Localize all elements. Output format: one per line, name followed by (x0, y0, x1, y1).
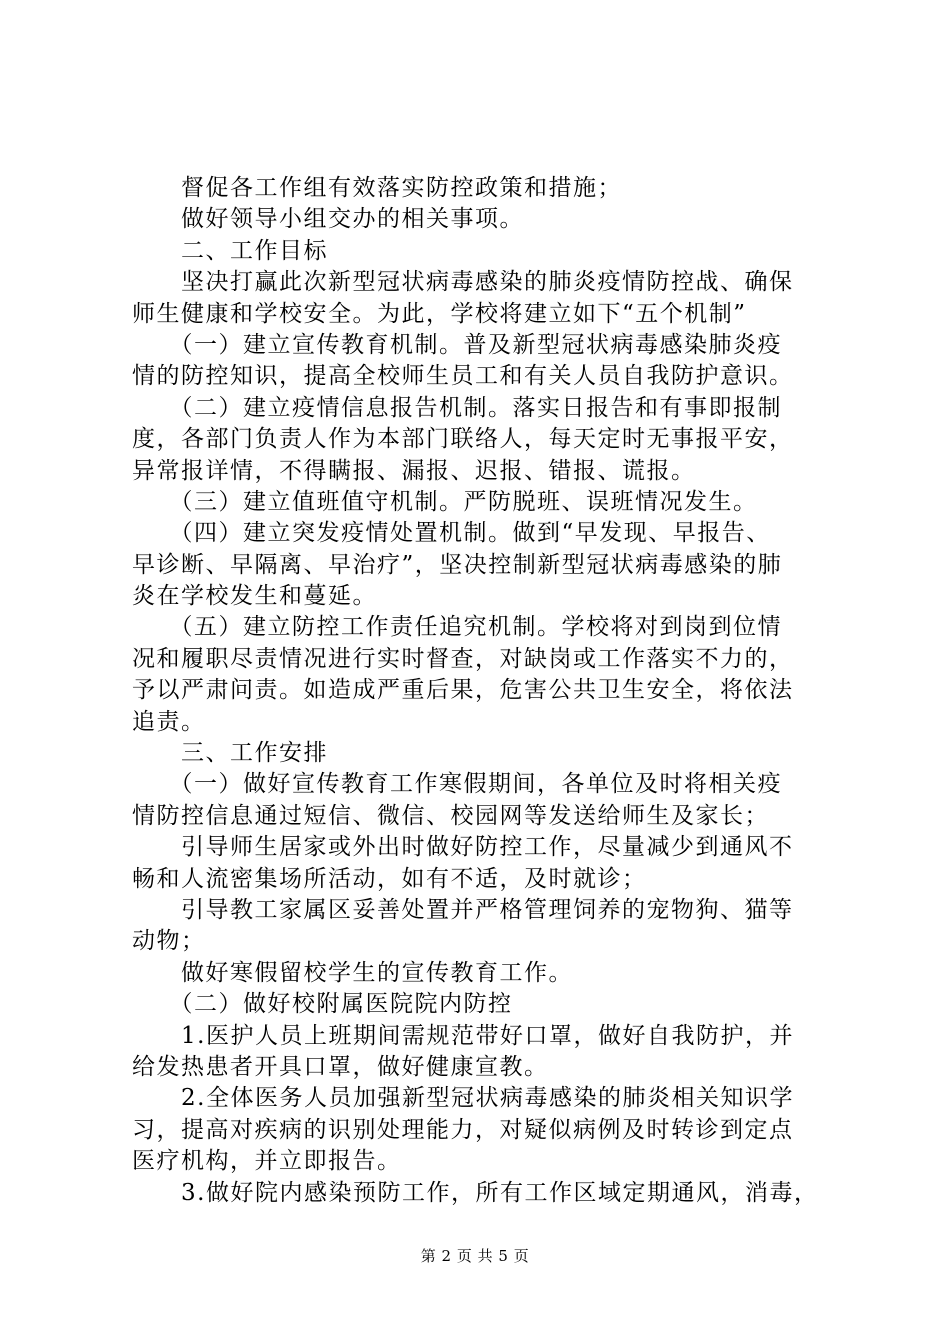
text-line: 情防控信息通过短信、微信、校园网等发送给师生及家长； (132, 802, 769, 829)
text-line: 督促各工作组有效落实防控政策和措施； (132, 175, 622, 201)
text-line: 炎在学校发生和蔓延。 (132, 583, 377, 610)
text-line: 异常报详情，不得瞒报、漏报、迟报、错报、谎报。 (132, 457, 696, 484)
text-line: 畅和人流密集场所活动，如有不适，及时就诊； (132, 865, 647, 892)
text-line: 师生健康和学校安全。为此，学校将建立如下“五个机制” (132, 300, 747, 327)
text-line: 引导教工家属区妥善处置并严格管理饲养的宠物狗、猫等 (132, 896, 794, 923)
text-line: 况和履职尽责情况进行实时督查，对缺岗或工作落实不力的， (132, 645, 794, 672)
text-line: （二）建立疫情信息报告机制。落实日报告和有事即报制 (132, 394, 782, 421)
text-line: 追责。 (132, 708, 206, 735)
text-line: 情的防控知识，提高全校师生员工和有关人员自我防护意识。 (132, 363, 794, 390)
text-line: 动物； (132, 928, 206, 955)
page-number-footer: 第 2 页 共 5 页 (420, 1247, 530, 1265)
text-line: 1.医护人员上班期间需规范带好口罩，做好自我防护，并 (132, 1022, 794, 1049)
text-line: 做好寒假留校学生的宣传教育工作。 (132, 959, 573, 986)
text-line: 早诊断、早隔离、早治疗”，坚决控制新型冠状病毒感染的肺 (132, 551, 783, 578)
text-line: （一）建立宣传教育机制。普及新型冠状病毒感染肺炎疫 (132, 331, 782, 358)
text-line: 坚决打赢此次新型冠状病毒感染的肺炎疫情防控战、确保 (132, 269, 794, 296)
text-line: （二）做好校附属医院院内防控 (132, 991, 513, 1018)
text-line: 引导师生居家或外出时做好防控工作，尽量减少到通风不 (132, 834, 794, 861)
text-line: （三）建立值班值守机制。严防脱班、误班情况发生。 (132, 488, 758, 515)
text-line: （四）建立突发疫情处置机制。做到“早发现、早报告、 (132, 520, 771, 547)
text-line: （五）建立防控工作责任追究机制。学校将对到岗到位情 (132, 614, 782, 641)
section-heading: 三、工作安排 (132, 740, 328, 767)
document-body (132, 173, 842, 1209)
text-line: 予以严肃问责。如造成严重后果，危害公共卫生安全，将依法 (132, 677, 794, 704)
text-line: 度，各部门负责人作为本部门联络人，每天定时无事报平安， (132, 426, 794, 453)
section-heading: 二、工作目标 (132, 237, 328, 264)
text-line: 医疗机构，并立即报告。 (132, 1148, 402, 1175)
text-line: 做好领导小组交办的相关事项。 (132, 206, 524, 233)
text-line: 3.做好院内感染预防工作，所有工作区域定期通风，消毒， (132, 1179, 819, 1206)
text-line: 2.全体医务人员加强新型冠状病毒感染的肺炎相关知识学 (132, 1085, 794, 1112)
text-line: （一）做好宣传教育工作寒假期间，各单位及时将相关疫 (132, 771, 782, 798)
text-line: 习，提高对疾病的识别处理能力，对疑似病例及时转诊到定点 (132, 1116, 794, 1143)
text-line: 给发热患者开具口罩，做好健康宣教。 (132, 1053, 549, 1080)
